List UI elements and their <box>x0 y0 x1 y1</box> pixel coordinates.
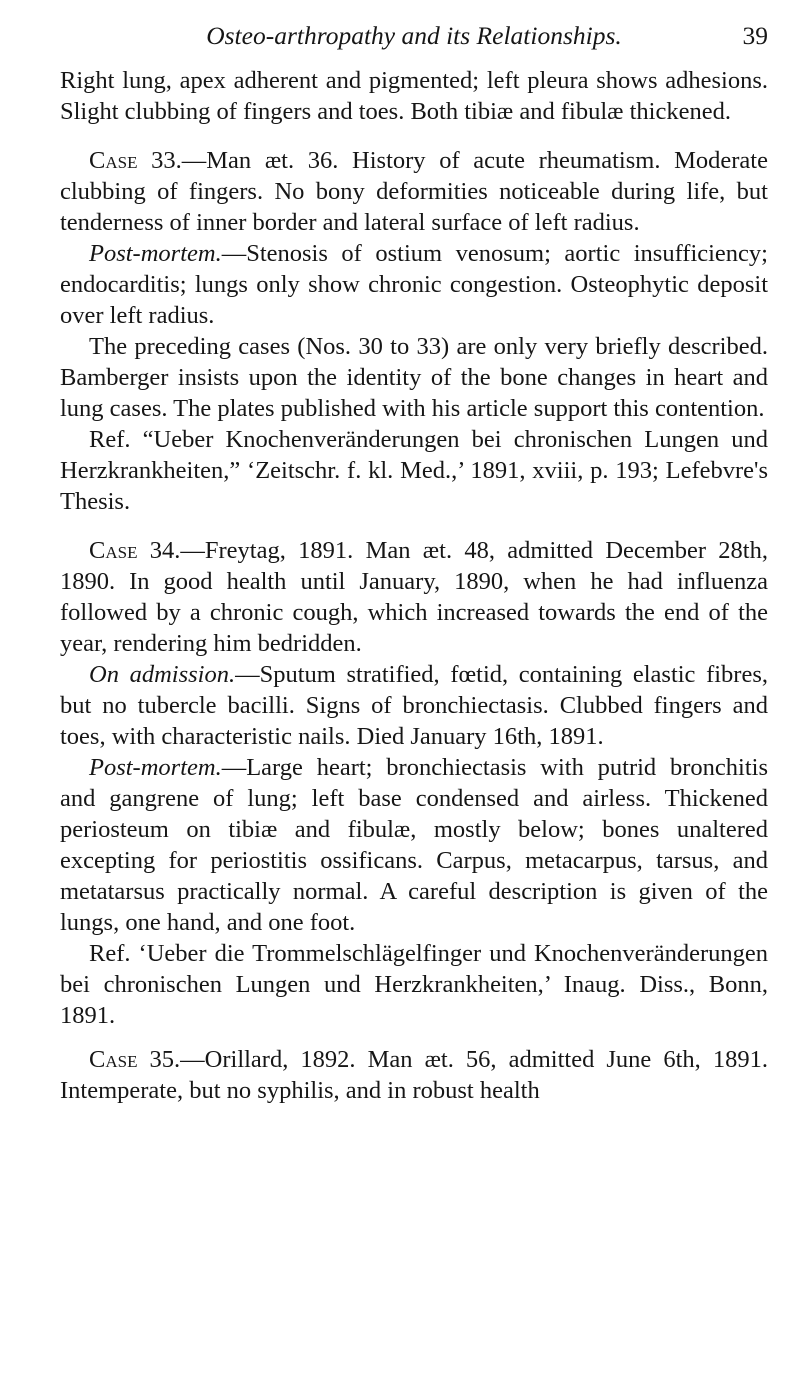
paragraph-text: Ref. “Ueber Knochenveränderungen bei chronischen Lungen und Herzkrankheiten,” ‘Zeitschr. f. kl. Med.,’ 1891, xviii, p. 193; Lefebvre's Thesis. <box>60 426 768 515</box>
section-label: Post-mortem. <box>89 240 222 267</box>
paragraph-reference-1 <box>60 424 768 517</box>
paragraph-text: Right lung, apex adherent and pigmented; left pleura shows adhesions. Slight clubbing of fingers and toes. Both tibiæ and fibulæ thickened. <box>60 67 768 125</box>
section-label: Post-mortem. <box>89 754 222 781</box>
paragraph-text: —Stenosis of ostium venosum; aortic insufficiency; endocarditis; lungs only show chronic congestion. Osteophytic deposit over left radius. <box>60 240 768 329</box>
paragraph-case-35 <box>60 1044 768 1106</box>
paragraph-text: —Large heart; bronchiectasis with putrid bronchitis and gangrene of lung; left base condensed and airless. Thickened periosteum on tibiæ and fibulæ, mostly below; bones unaltered excepting for periostitis ossificans. Carpus, metacarpus, tarsus, and metatarsus practically normal. A careful description is given of the lungs, one hand, and one foot. <box>60 754 768 936</box>
paragraph-case-34-admission <box>60 659 768 752</box>
page-number: 39 <box>742 21 768 50</box>
page-body <box>60 65 768 1106</box>
page-header <box>60 16 768 56</box>
section-label: On admission. <box>89 661 236 688</box>
paragraph-text: —Man æt. 36. History of acute rheumatism. Moderate clubbing of fingers. No bony deformities noticeable during life, but tenderness of inner border and lateral surface of left radius. <box>60 147 768 236</box>
case-label: Case 33. <box>89 147 182 174</box>
paragraph-text: The preceding cases (Nos. 30 to 33) are only very briefly described. Bamberger insists upon the identity of the bone changes in heart and lung cases. The plates published with his article support this contention. <box>60 333 768 422</box>
paragraph-reference-2 <box>60 938 768 1031</box>
case-label: Case 34. <box>89 537 181 564</box>
paragraph-right-lung <box>60 65 768 127</box>
paragraph-text: —Sputum stratified, fœtid, containing elastic fibres, but no tubercle bacilli. Signs of bronchiectasis. Clubbed fingers and toes, with characteristic nails. Died January 16th, 1891. <box>60 661 768 750</box>
paragraph-case-34-post-mortem <box>60 752 768 938</box>
paragraph-case-33 <box>60 145 768 238</box>
paragraph-case-34 <box>60 535 768 659</box>
paragraph-preceding-cases <box>60 331 768 424</box>
running-title: Osteo-arthropathy and its Relationships. <box>206 21 622 50</box>
paragraph-text: —Orillard, 1892. Man æt. 56, admitted June 6th, 1891. Intemperate, but no syphilis, and in robust health <box>60 1046 768 1104</box>
paragraph-text: —Freytag, 1891. Man æt. 48, admitted December 28th, 1890. In good health until January, 1890, when he had influenza followed by a chronic cough, which increased towards the end of the year, rendering him bedridden. <box>60 537 768 657</box>
case-label: Case 35. <box>89 1046 181 1073</box>
paragraph-case-33-post-mortem <box>60 238 768 331</box>
paragraph-text: Ref. ‘Ueber die Trommelschlägelfinger und Knochenveränderungen bei chronischen Lungen und Herzkrankheiten,’ Inaug. Diss., Bonn, 1891. <box>60 940 768 1029</box>
